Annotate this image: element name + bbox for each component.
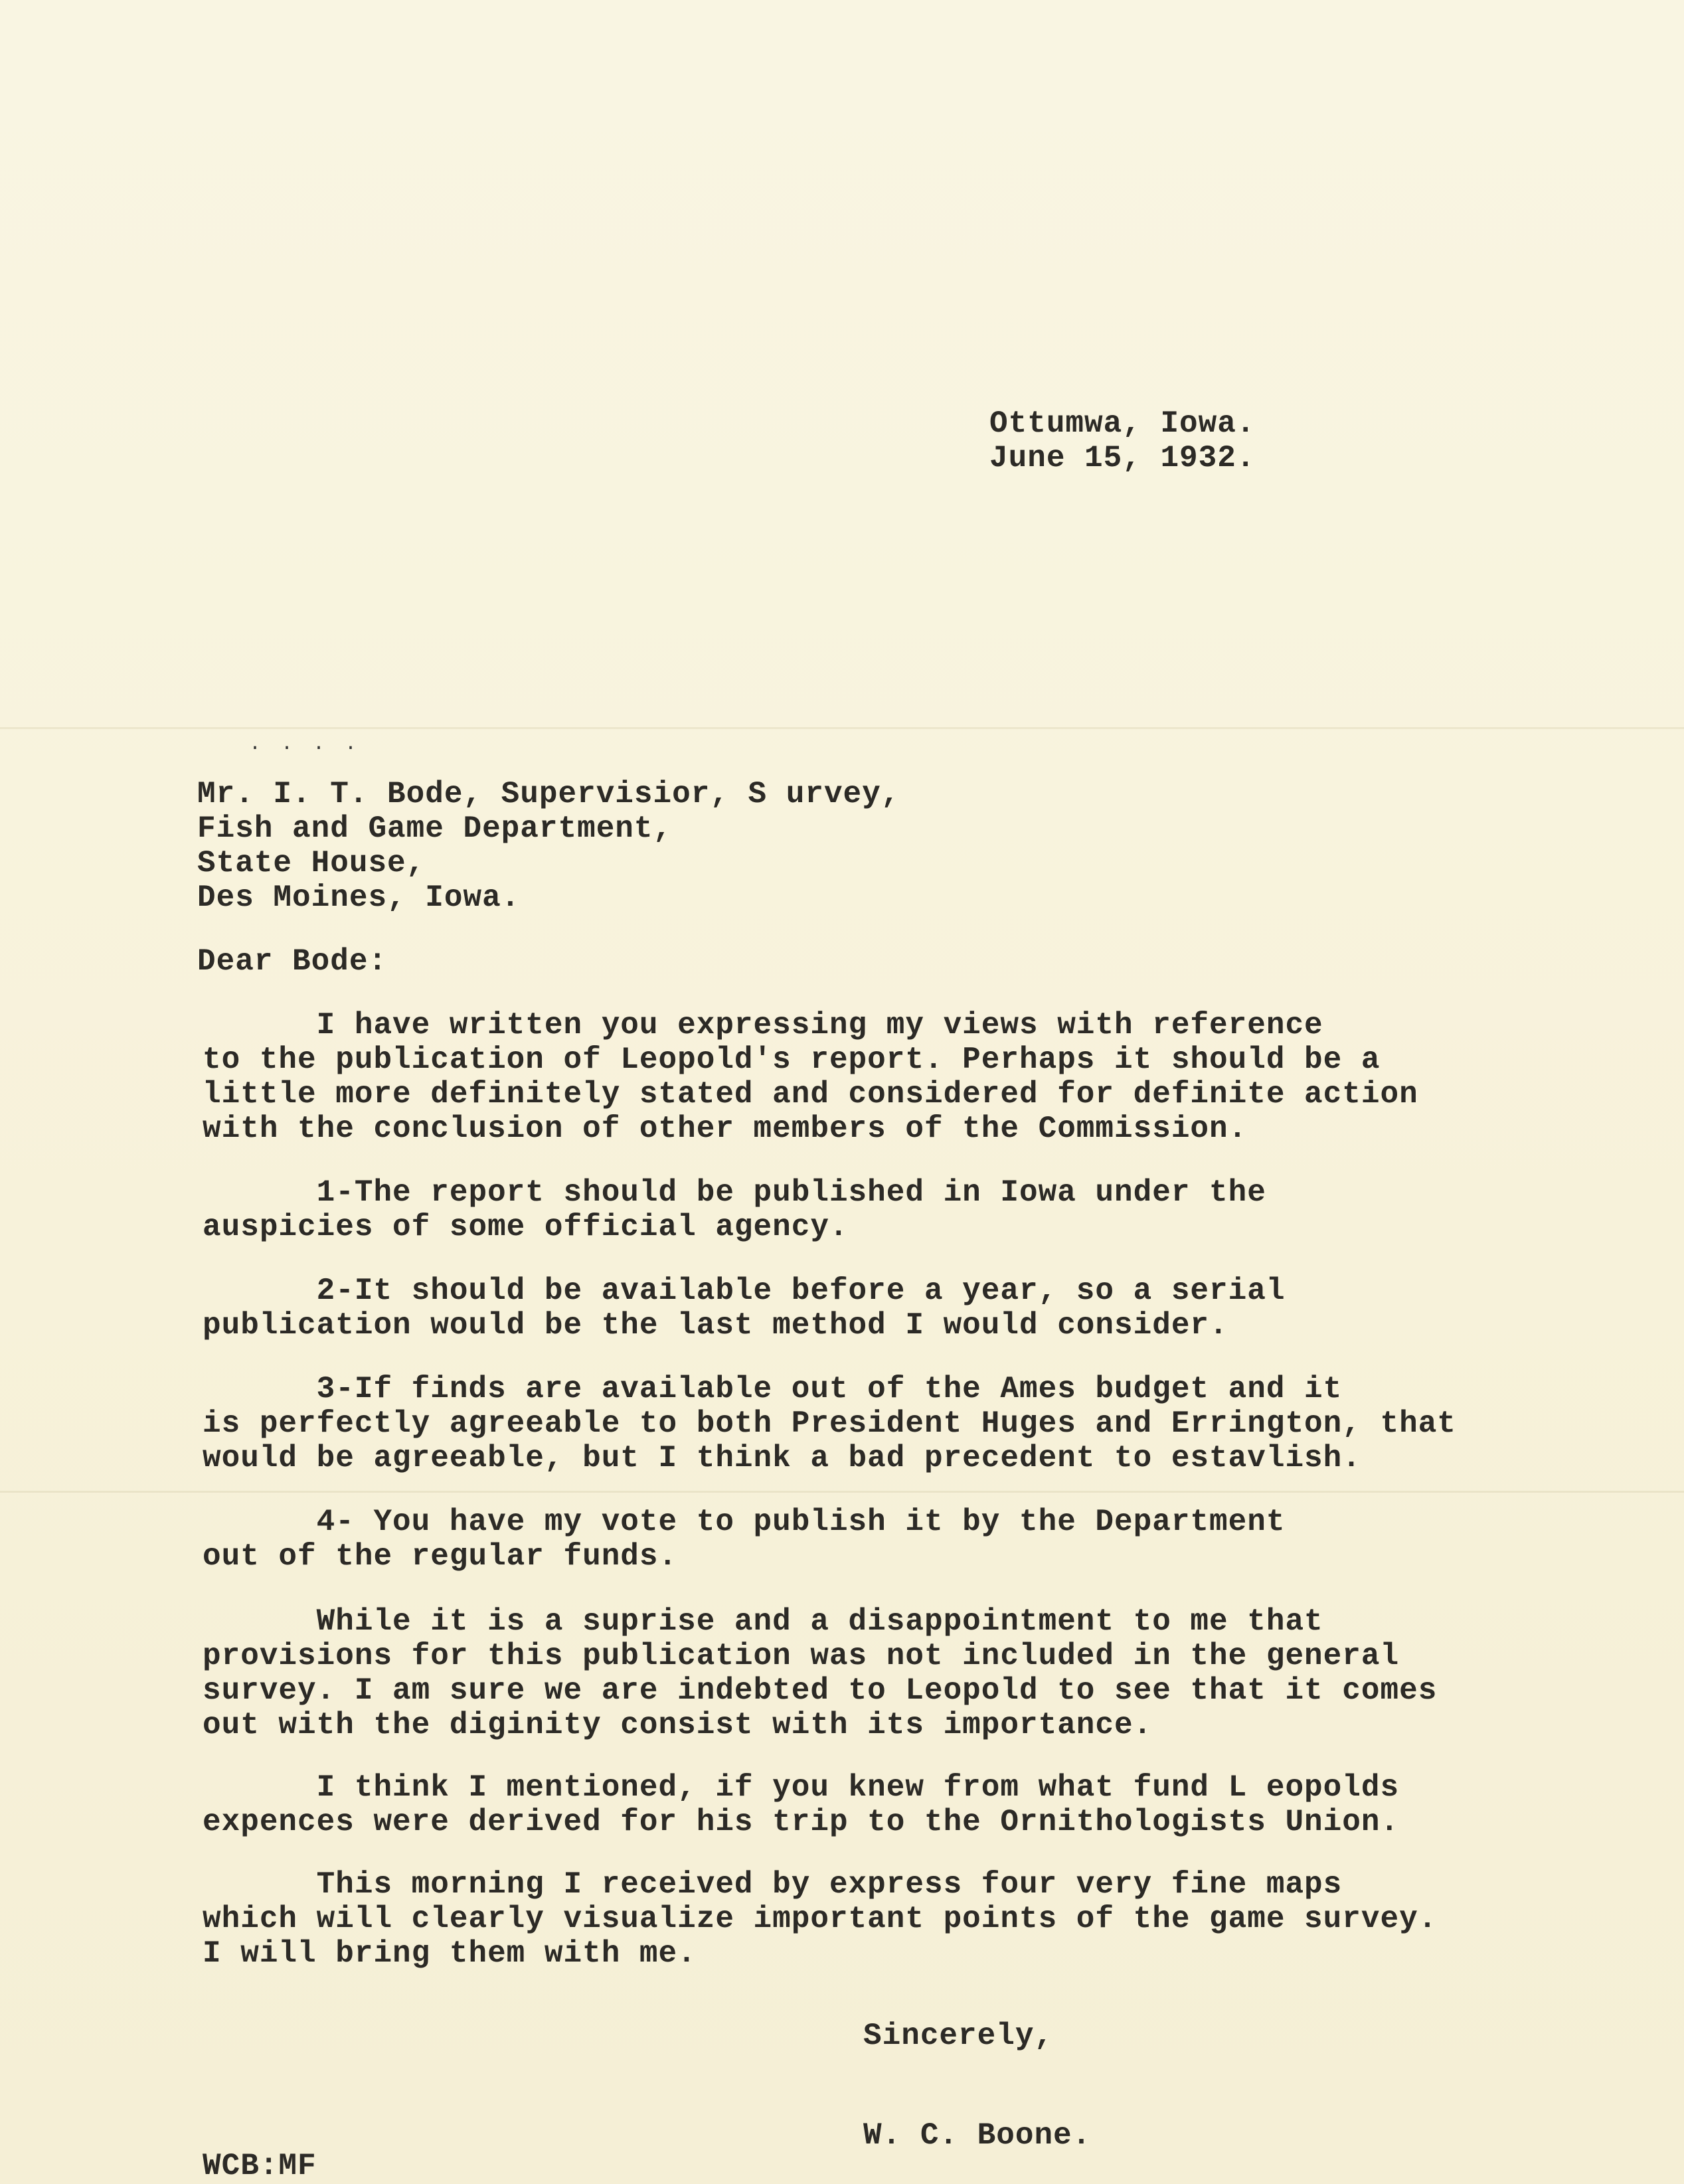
paragraph-line: I will bring them with me. — [203, 1936, 697, 1971]
typist-initials: WCB:MF — [203, 2149, 317, 2183]
letter-place: Ottumwa, Iowa. — [989, 406, 1256, 441]
paragraph-line: I think I mentioned, if you knew from what fund L eopolds — [203, 1770, 1400, 1805]
paragraph-1 — [203, 1008, 1418, 1146]
paragraph-4 — [203, 1372, 1456, 1475]
paragraph-7 — [203, 1770, 1399, 1839]
paragraph-line: provisions for this publication was not included in the general — [203, 1639, 1400, 1673]
paragraph-line: auspicies of some official agency. — [203, 1210, 849, 1244]
typed-dots: ···· — [249, 737, 377, 760]
address-line: Des Moines, Iowa. — [197, 881, 521, 915]
paragraph-line: is perfectly agreeable to both President Huges and Errington, that — [203, 1406, 1456, 1441]
address-line: Fish and Game Department, — [197, 811, 673, 846]
paragraph-line: with the conclusion of other members of the Commission. — [203, 1112, 1248, 1146]
paragraph-line: little more definitely stated and considered for definite action — [203, 1077, 1418, 1112]
paragraph-line: 3-If finds are available out of the Ames budget and it — [203, 1372, 1343, 1406]
paper-fold — [0, 1491, 1684, 1493]
paragraph-2 — [203, 1175, 1266, 1244]
paper-fold — [0, 727, 1684, 729]
inside-address — [197, 777, 900, 915]
paragraph-line: expences were derived for his trip to the Ornithologists Union. — [203, 1805, 1400, 1839]
paragraph-line: would be agreeable, but I think a bad precedent to estavlish. — [203, 1441, 1361, 1475]
paragraph-3 — [203, 1274, 1285, 1343]
paragraph-line: which will clearly visualize important points of the game survey. — [203, 1902, 1438, 1936]
paragraph-line: publication would be the last method I would consider. — [203, 1308, 1228, 1343]
paragraph-line: to the publication of Leopold's report. Perhaps it should be a — [203, 1043, 1381, 1077]
closing: Sincerely, — [863, 2019, 1054, 2053]
paragraph-line: 4- You have my vote to publish it by the Department — [203, 1505, 1286, 1539]
paragraph-line: survey. I am sure we are indebted to Leopold to see that it comes — [203, 1673, 1438, 1708]
address-line: Mr. I. T. Bode, Supervisior, S urvey, — [197, 777, 900, 811]
paragraph-line: 2-It should be available before a year, so a serial — [203, 1274, 1286, 1308]
paragraph-line: 1-The report should be published in Iowa under the — [203, 1175, 1266, 1210]
paragraph-line: While it is a suprise and a disappointment to me that — [203, 1604, 1323, 1639]
paragraph-line: out of the regular funds. — [203, 1539, 678, 1574]
paragraph-line: This morning I received by express four very fine maps — [203, 1867, 1343, 1902]
paragraph-5 — [203, 1505, 1285, 1574]
salutation: Dear Bode: — [197, 944, 388, 979]
address-line: State House, — [197, 846, 426, 881]
letter-date: June 15, 1932. — [989, 441, 1256, 475]
paragraph-8 — [203, 1867, 1437, 1971]
paragraph-line: I have written you expressing my views with reference — [203, 1008, 1323, 1043]
signature: W. C. Boone. — [863, 2118, 1092, 2153]
paragraph-line: out with the diginity consist with its importance. — [203, 1708, 1153, 1742]
paragraph-6 — [203, 1604, 1437, 1742]
